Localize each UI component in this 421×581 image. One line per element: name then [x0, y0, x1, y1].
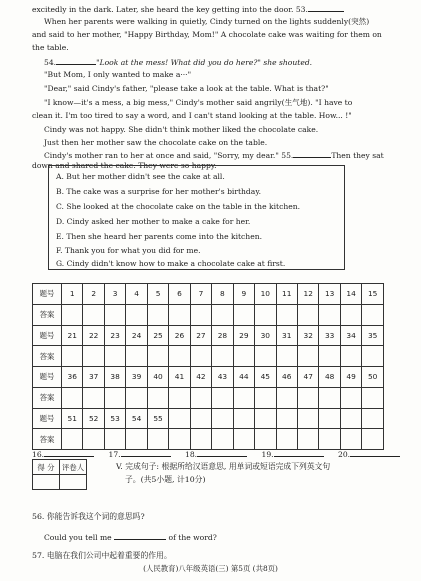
- grid-number-cell: 13: [319, 284, 340, 305]
- grid-number-cell: [233, 408, 254, 429]
- grid-answer-cell[interactable]: [147, 387, 168, 408]
- passage-line: the table.: [32, 43, 69, 52]
- answer-blank-54[interactable]: [56, 57, 96, 65]
- blank-label: 19.: [261, 450, 274, 459]
- grid-number-row: [33, 408, 384, 429]
- grid-answer-cell[interactable]: [362, 346, 384, 367]
- grid-number-cell: 49: [340, 367, 361, 388]
- passage-line: Just then her mother saw the chocolate cake on the table.: [44, 138, 268, 147]
- grid-answer-cell[interactable]: [276, 429, 297, 450]
- grid-number-cell: 9: [233, 284, 254, 305]
- grid-number-cell: 55: [147, 408, 168, 429]
- grid-answer-cell[interactable]: [190, 429, 211, 450]
- grid-answer-cell[interactable]: [169, 346, 190, 367]
- grid-answer-cell[interactable]: [255, 346, 276, 367]
- grid-answer-cell[interactable]: [233, 387, 254, 408]
- grid-answer-cell[interactable]: [126, 346, 147, 367]
- grid-number-cell: 11: [276, 284, 297, 305]
- grid-number-cell: [190, 408, 211, 429]
- grid-answer-cell[interactable]: [340, 346, 361, 367]
- passage-line: 54. "Look at the mess! What did you do here?" she shouted.: [44, 58, 313, 67]
- grid-answer-cell[interactable]: [169, 304, 190, 325]
- grid-answer-cell[interactable]: [319, 387, 340, 408]
- section-title: V. 完成句子: 根据所给汉语意思, 用单词或短语完成下列英文句: [116, 462, 331, 471]
- grid-answer-label: 答案: [33, 346, 62, 367]
- passage-line: When her parents were walking in quietly, Cindy turned on the lights suddenly(突然): [44, 17, 370, 26]
- grid-number-cell: 1: [62, 284, 83, 305]
- grid-answer-cell[interactable]: [104, 429, 125, 450]
- option-f: F. Thank you for what you did for me.: [56, 246, 201, 255]
- grader-input[interactable]: [60, 475, 87, 490]
- grid-number-row: [33, 284, 384, 305]
- score-box: [32, 459, 87, 490]
- answer-blank-16[interactable]: [44, 449, 94, 457]
- grid-answer-cell[interactable]: [83, 346, 104, 367]
- answer-blank-17[interactable]: [121, 449, 171, 457]
- grid-number-cell: 14: [340, 284, 361, 305]
- question-56: 56. 你能告诉我这个词的意思吗?: [32, 512, 145, 521]
- grid-number-cell: 15: [362, 284, 384, 305]
- grid-answer-cell[interactable]: [169, 387, 190, 408]
- option-e: E. Then she heard her parents come into the kitchen.: [56, 232, 262, 241]
- passage-line: clean it. I'm too tired to say a word, and I can't stand looking at the table. How... !": [32, 111, 352, 120]
- question-56-en: Could you tell me of the word?: [44, 533, 217, 542]
- option-a: A. But her mother didn't see the cake at all.: [56, 172, 225, 181]
- grid-number-cell: [319, 408, 340, 429]
- grid-question-label: 题号: [33, 408, 62, 429]
- grid-number-cell: 38: [104, 367, 125, 388]
- grid-number-cell: [297, 408, 318, 429]
- grid-answer-cell[interactable]: [104, 346, 125, 367]
- grid-answer-cell[interactable]: [212, 387, 233, 408]
- grid-number-cell: 36: [62, 367, 83, 388]
- question-57: 57. 电脑在我们公司中起着重要的作用。: [32, 551, 172, 560]
- grid-number-cell: 2: [83, 284, 104, 305]
- grid-number-cell: 26: [169, 325, 190, 346]
- grid-answer-cell[interactable]: [340, 429, 361, 450]
- grid-answer-cell[interactable]: [126, 304, 147, 325]
- grid-number-cell: 12: [297, 284, 318, 305]
- grid-answer-cell[interactable]: [340, 304, 361, 325]
- option-c: C. She looked at the chocolate cake on the table in the kitchen.: [56, 202, 301, 211]
- grid-number-cell: 52: [83, 408, 104, 429]
- grid-answer-label: 答案: [33, 429, 62, 450]
- grid-number-cell: 42: [190, 367, 211, 388]
- grid-number-cell: 31: [276, 325, 297, 346]
- answer-grid: [32, 283, 384, 450]
- blank-label: 16.: [32, 450, 45, 459]
- option-d: D. Cindy asked her mother to make a cake for her.: [56, 217, 251, 226]
- grid-number-cell: 25: [147, 325, 168, 346]
- grid-number-cell: 30: [255, 325, 276, 346]
- grid-answer-row: [33, 429, 384, 450]
- grid-number-cell: [212, 408, 233, 429]
- grid-answer-cell[interactable]: [319, 346, 340, 367]
- grid-answer-cell[interactable]: [319, 429, 340, 450]
- grid-number-cell: [276, 408, 297, 429]
- passage-line: "But Mom, I only wanted to make a···": [44, 70, 192, 79]
- grid-number-cell: 29: [233, 325, 254, 346]
- grid-number-cell: 41: [169, 367, 190, 388]
- grid-answer-cell[interactable]: [255, 304, 276, 325]
- grid-number-cell: 48: [319, 367, 340, 388]
- grid-answer-cell[interactable]: [104, 304, 125, 325]
- grid-number-cell: 37: [83, 367, 104, 388]
- section-title-cont: 子。(共5小题, 计10分): [125, 475, 206, 484]
- grid-answer-label: 答案: [33, 304, 62, 325]
- answer-blank-19[interactable]: [274, 449, 324, 457]
- grid-number-cell: 40: [147, 367, 168, 388]
- grid-number-cell: 28: [212, 325, 233, 346]
- option-g: G. Cindy didn't know how to make a chocolate cake at first.: [56, 259, 286, 268]
- grid-number-cell: 45: [255, 367, 276, 388]
- grid-answer-cell[interactable]: [362, 387, 384, 408]
- grid-number-cell: 10: [255, 284, 276, 305]
- grid-number-cell: 32: [297, 325, 318, 346]
- grid-number-cell: 50: [362, 367, 384, 388]
- options-box: [48, 165, 345, 270]
- page-footer: (人民教育)八年级英语(三) 第5页 (共8页): [143, 564, 278, 573]
- grid-answer-cell[interactable]: [340, 387, 361, 408]
- grid-number-cell: 6: [169, 284, 190, 305]
- grid-number-cell: [362, 408, 384, 429]
- grid-number-cell: 8: [212, 284, 233, 305]
- grid-number-cell: 27: [190, 325, 211, 346]
- passage-line: "I know—it's a mess, a big mess," Cindy's mother said angrily(生气地). "I have to: [44, 98, 353, 107]
- grid-question-label: 题号: [33, 284, 62, 305]
- grid-answer-cell[interactable]: [297, 346, 318, 367]
- grid-answer-cell[interactable]: [126, 429, 147, 450]
- grid-answer-cell[interactable]: [212, 304, 233, 325]
- grid-answer-cell[interactable]: [255, 429, 276, 450]
- grid-answer-row: [33, 346, 384, 367]
- grid-answer-cell[interactable]: [297, 429, 318, 450]
- grid-answer-cell[interactable]: [83, 387, 104, 408]
- grid-answer-cell[interactable]: [362, 304, 384, 325]
- grid-number-cell: 53: [104, 408, 125, 429]
- option-b: B. The cake was a surprise for her mother's birthday.: [56, 187, 262, 196]
- grid-answer-row: [33, 304, 384, 325]
- grid-answer-cell[interactable]: [62, 346, 83, 367]
- grid-number-cell: [169, 408, 190, 429]
- grid-question-label: 题号: [33, 367, 62, 388]
- grid-answer-cell[interactable]: [362, 429, 384, 450]
- passage-line: excitedly in the dark. Later, she heard the key getting into the door. 53.: [32, 4, 344, 14]
- grid-answer-label: 答案: [33, 387, 62, 408]
- score-input[interactable]: [33, 475, 60, 490]
- passage-line: "Dear," said Cindy's father, "please take a look at the table. What is that?": [44, 84, 329, 93]
- answer-blank-53[interactable]: [308, 4, 344, 12]
- grid-answer-cell[interactable]: [255, 387, 276, 408]
- grid-answer-cell[interactable]: [233, 304, 254, 325]
- grid-number-cell: 34: [340, 325, 361, 346]
- grid-answer-row: [33, 387, 384, 408]
- grid-number-cell: 51: [62, 408, 83, 429]
- grid-answer-cell[interactable]: [276, 387, 297, 408]
- grid-number-cell: 33: [319, 325, 340, 346]
- grid-number-cell: 21: [62, 325, 83, 346]
- grid-answer-cell[interactable]: [190, 346, 211, 367]
- passage-line: Cindy's mother ran to her at once and said, "Sorry, my dear." 55. Then they sat: [44, 151, 384, 160]
- grid-answer-cell[interactable]: [104, 387, 125, 408]
- grader-label: 评卷人: [60, 460, 87, 475]
- passage-line: Cindy was not happy. She didn't think mother liked the chocolate cake.: [44, 125, 319, 134]
- grid-answer-cell[interactable]: [212, 346, 233, 367]
- grid-answer-cell[interactable]: [169, 429, 190, 450]
- grid-answer-cell[interactable]: [297, 387, 318, 408]
- passage-line: and said to her mother, "Happy Birthday, Mom!" A chocolate cake was waiting for them on: [32, 30, 382, 39]
- blanks-row: [32, 449, 400, 459]
- grid-number-cell: 22: [83, 325, 104, 346]
- grid-number-cell: 35: [362, 325, 384, 346]
- grid-number-cell: 54: [126, 408, 147, 429]
- grid-answer-cell[interactable]: [276, 304, 297, 325]
- grid-number-cell: 3: [104, 284, 125, 305]
- grid-number-cell: 44: [233, 367, 254, 388]
- grid-number-cell: 46: [276, 367, 297, 388]
- grid-question-label: 题号: [33, 325, 62, 346]
- grid-answer-cell[interactable]: [83, 304, 104, 325]
- grid-number-cell: [255, 408, 276, 429]
- answer-blank-55[interactable]: [293, 150, 331, 158]
- grid-number-row: [33, 367, 384, 388]
- grid-answer-cell[interactable]: [147, 304, 168, 325]
- grid-number-cell: 24: [126, 325, 147, 346]
- grid-answer-cell[interactable]: [276, 346, 297, 367]
- answer-blank-56[interactable]: [114, 532, 166, 540]
- score-label: 得 分: [33, 460, 60, 475]
- grid-number-cell: 43: [212, 367, 233, 388]
- grid-answer-cell[interactable]: [126, 387, 147, 408]
- blank-label: 17.: [108, 450, 121, 459]
- blank-label: 18.: [185, 450, 198, 459]
- grid-answer-cell[interactable]: [190, 387, 211, 408]
- grid-number-row: [33, 325, 384, 346]
- grid-number-cell: 5: [147, 284, 168, 305]
- grid-answer-cell[interactable]: [190, 304, 211, 325]
- grid-answer-cell[interactable]: [233, 429, 254, 450]
- grid-number-cell: 39: [126, 367, 147, 388]
- grid-answer-cell[interactable]: [147, 346, 168, 367]
- grid-answer-cell[interactable]: [62, 304, 83, 325]
- grid-number-cell: 47: [297, 367, 318, 388]
- grid-number-cell: [340, 408, 361, 429]
- grid-answer-cell[interactable]: [319, 304, 340, 325]
- answer-blank-18[interactable]: [197, 449, 247, 457]
- grid-answer-cell[interactable]: [62, 387, 83, 408]
- grid-number-cell: 7: [190, 284, 211, 305]
- answer-blank-20[interactable]: [350, 449, 400, 457]
- blank-label: 20.: [338, 450, 351, 459]
- grid-answer-cell[interactable]: [233, 346, 254, 367]
- grid-answer-cell[interactable]: [297, 304, 318, 325]
- grid-number-cell: 23: [104, 325, 125, 346]
- grid-answer-cell[interactable]: [62, 429, 83, 450]
- grid-answer-cell[interactable]: [212, 429, 233, 450]
- grid-answer-cell[interactable]: [147, 429, 168, 450]
- grid-number-cell: 4: [126, 284, 147, 305]
- grid-answer-cell[interactable]: [83, 429, 104, 450]
- passage-line: down and shared the cake. They were so happy.: [32, 161, 217, 170]
